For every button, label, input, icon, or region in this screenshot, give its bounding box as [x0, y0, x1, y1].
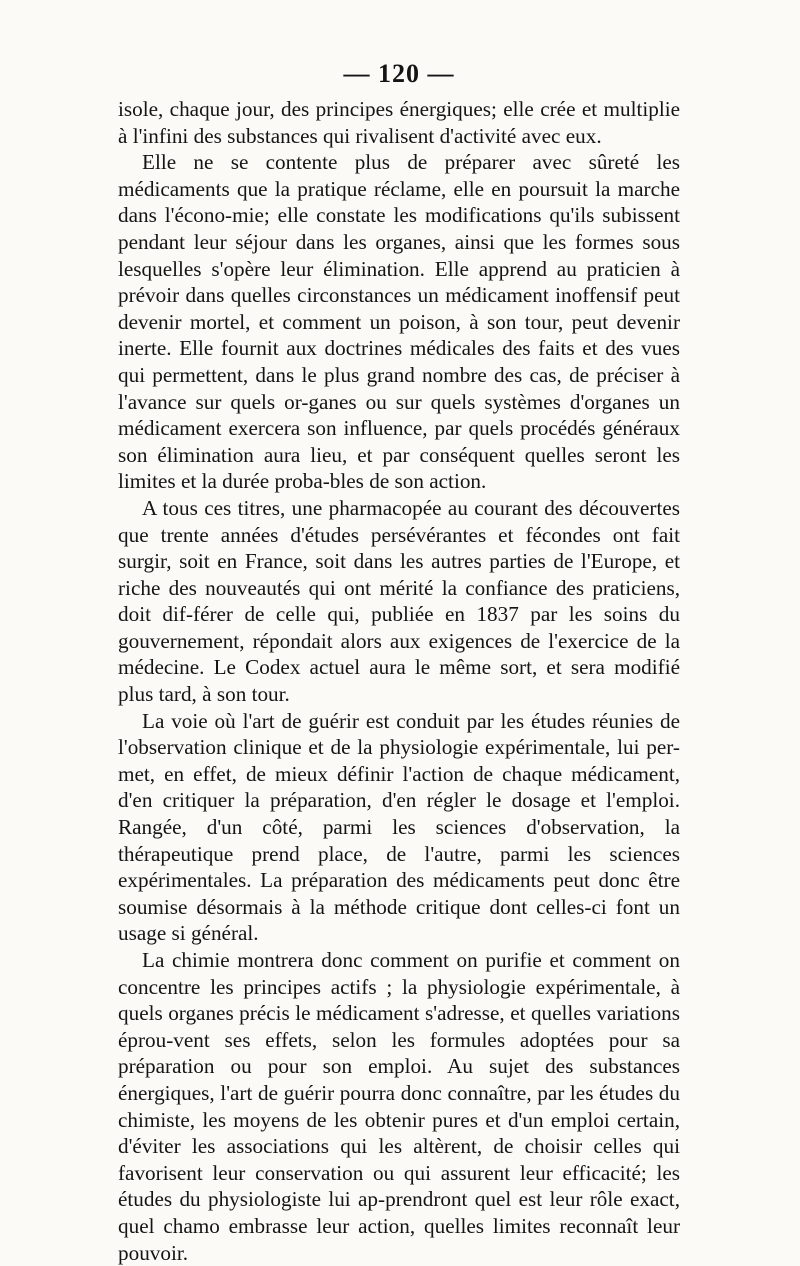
paragraph-3: A tous ces titres, une pharmacopée au courant des découvertes que trente années d'études persévérantes et fécondes ont fait surgir, soit en France, soit dans les autres parties de l'Europe, et riche des nouveautés qui ont mérité la confiance des praticiens, doit dif-férer de celle qui, publiée en 1837 par les soins du gouvernement, répondait alors aux exigences de l'exercice de la médecine. Le Codex actuel aura le même sort, et sera modifié plus tard, à son tour.: [118, 495, 680, 707]
body-text: [118, 96, 680, 1266]
paragraph-5: La chimie montrera donc comment on purifie et comment on concentre les principes actifs ; la physiologie expérimentale, à quels organes précis le médicament s'adresse, et quelles variations éprou-vent ses effets, selon les formules adoptées pour sa préparation ou pour son emploi. Au sujet des substances énergiques, l'art de guérir pourra donc connaître, par les études du chimiste, les moyens de les obtenir pures et d'un emploi certain, d'éviter les associations qui les altèrent, de choisir celles qui favorisent leur conservation ou qui assurent leur efficacité; les études du physiologiste lui ap-prendront quel est leur rôle exact, quel chamo embrasse leur action, quelles limites reconnaît leur pouvoir.: [118, 948, 680, 1265]
paragraph-1: isole, chaque jour, des principes énergiques; elle crée et multiplie à l'infini des substances qui rivalisent d'activité avec eux.: [118, 97, 680, 148]
page-number: — 120 —: [343, 59, 455, 88]
paragraph-4: La voie où l'art de guérir est conduit par les études réunies de l'observation clinique et de la physiologie expérimentale, lui per-met, en effet, de mieux définir l'action de chaque médicament, d'en critiquer la préparation, d'en régler le dosage et l'emploi. Rangée, d'un côté, parmi les sciences d'observation, la thérapeutique prend place, de l'autre, parmi les sciences expérimentales. La préparation des médicaments peut donc être soumise désormais à la méthode critique dont celles-ci font un usage si général.: [118, 708, 680, 946]
paragraph-2: Elle ne se contente plus de préparer avec sûreté les médicaments que la pratique réclame, elle en poursuit la marche dans l'écono-mie; elle constate les modifications qu'ils subissent pendant leur séjour dans les organes, ainsi que les formes sous lesquelles s'opère leur élimination. Elle apprend au praticien à prévoir dans quelles circonstances un médicament inoffensif peut devenir mortel, et comment un poison, à son tour, peut devenir inerte. Elle fournit aux doctrines médicales des faits et des vues qui permettent, dans le plus grand nombre des cas, de préciser à l'avance sur quels or-ganes ou sur quels systèmes d'organes un médicament exercera son influence, par quels procédés généraux son élimination aura lieu, et par conséquent quelles seront les limites et la durée proba-bles de son action.: [118, 150, 680, 494]
